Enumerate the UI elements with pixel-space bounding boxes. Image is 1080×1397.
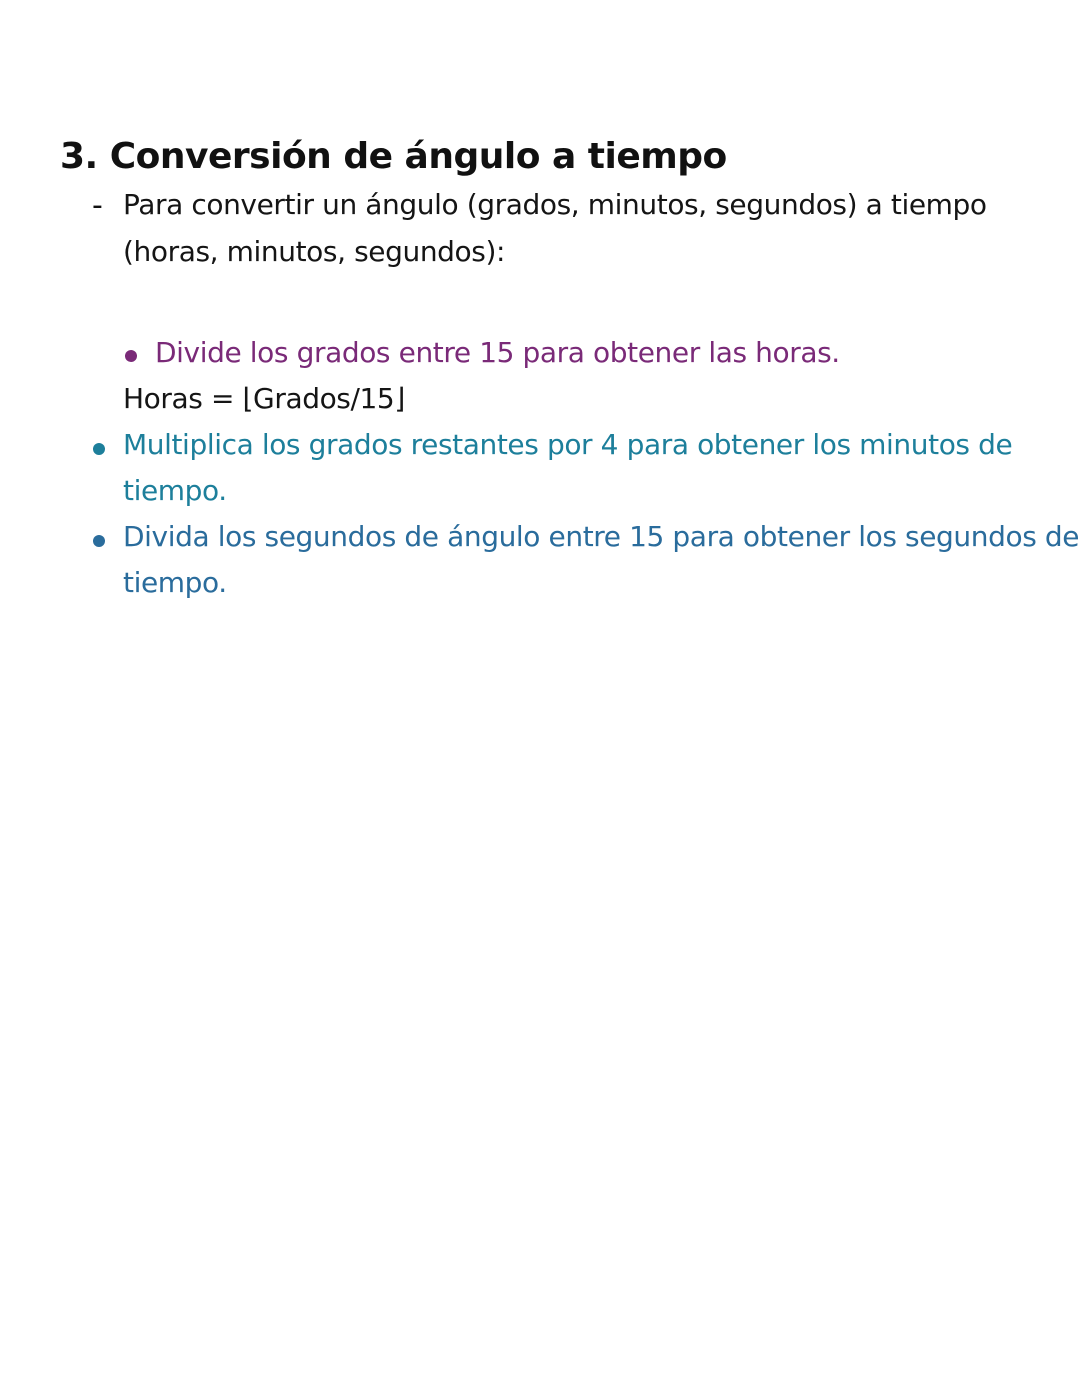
list-dash: - (92, 188, 103, 223)
bullet-3-line-1: Divida los segundos de ángulo entre 15 para obtener los segundos de (123, 520, 1080, 553)
section-heading: 3. Conversión de ángulo a tiempo (60, 136, 727, 177)
bullet-2-line-1: Multiplica los grados restantes por 4 para obtener los minutos de (123, 428, 1013, 461)
intro-line-1: Para convertir un ángulo (grados, minutos, segundos) a tiempo (123, 188, 987, 221)
bullet-1-text: Divide los grados entre 15 para obtener las horas. (155, 336, 840, 369)
bullet-dot-2 (93, 443, 105, 455)
intro-line-2: (horas, minutos, segundos): (123, 235, 506, 268)
bullet-dot-1 (125, 350, 137, 362)
bullet-3-line-2: tiempo. (123, 566, 227, 599)
bullet-dot-3 (93, 535, 105, 547)
hours-formula: Horas = ⌊Grados/15⌋ (123, 382, 405, 415)
bullet-2-line-2: tiempo. (123, 474, 227, 507)
